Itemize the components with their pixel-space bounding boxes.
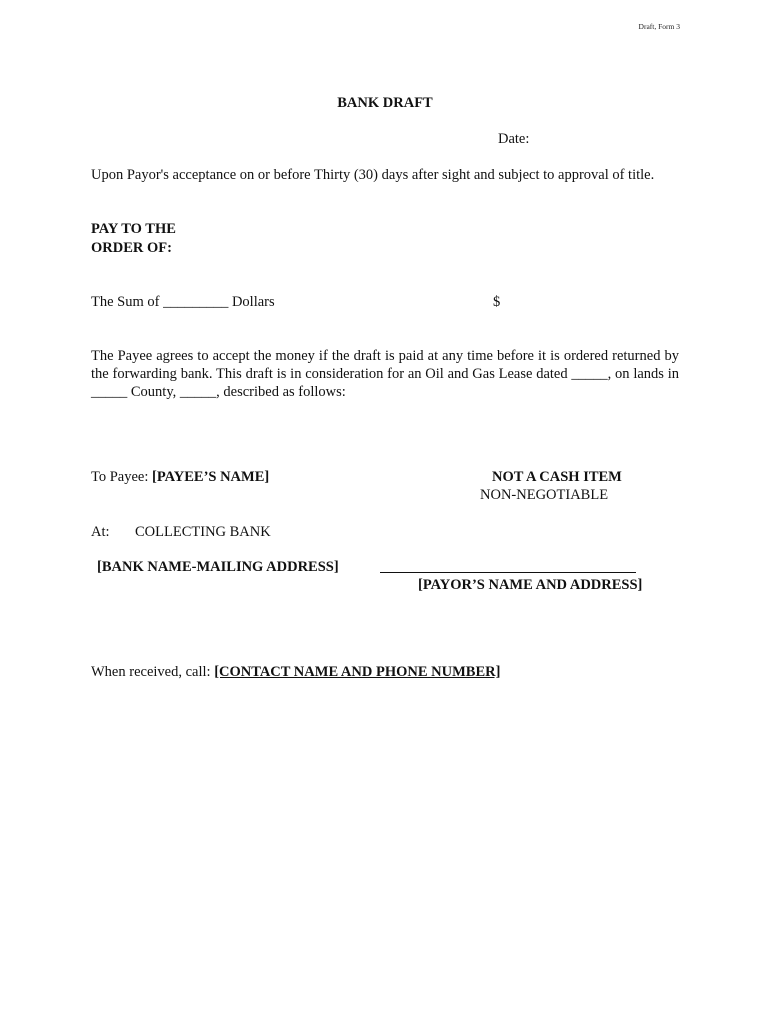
not-cash-item: NOT A CASH ITEM: [492, 469, 622, 485]
payee-paragraph: The Payee agrees to accept the money if the draft is paid at any time before it is ordered returned by the forwarding bank. This draft is in consideration for an Oil and Gas Lease dated _____, on lands in _____ County, _____, described as follows:: [91, 348, 679, 400]
sum-currency: $: [493, 294, 501, 310]
date-label: Date:: [498, 131, 530, 147]
pay-to-line-2: ORDER OF:: [91, 240, 172, 256]
at-label: At:: [91, 524, 110, 540]
document-title: BANK DRAFT: [337, 95, 433, 111]
header-note: Draft, Form 3: [638, 22, 680, 31]
collecting-bank: COLLECTING BANK: [135, 524, 271, 540]
payor-name-placeholder: [PAYOR’S NAME AND ADDRESS]: [418, 577, 643, 593]
bank-name-placeholder: [BANK NAME-MAILING ADDRESS]: [97, 559, 339, 575]
contact-line: [91, 663, 500, 681]
payee-name-placeholder: [PAYEE’S NAME]: [152, 469, 270, 485]
acceptance-paragraph: Upon Payor's acceptance on or before Thirty (30) days after sight and subject to approval of title.: [91, 167, 655, 183]
non-negotiable: NON-NEGOTIABLE: [480, 487, 609, 503]
pay-to-line-1: PAY TO THE: [91, 221, 176, 237]
contact-label: When received, call:: [91, 664, 215, 680]
signature-line: [380, 572, 636, 573]
to-payee-line: [91, 468, 269, 486]
sum-label: The Sum of _________ Dollars: [91, 294, 275, 310]
contact-placeholder: [CONTACT NAME AND PHONE NUMBER]: [214, 664, 501, 680]
to-payee-label: To Payee:: [91, 469, 152, 485]
